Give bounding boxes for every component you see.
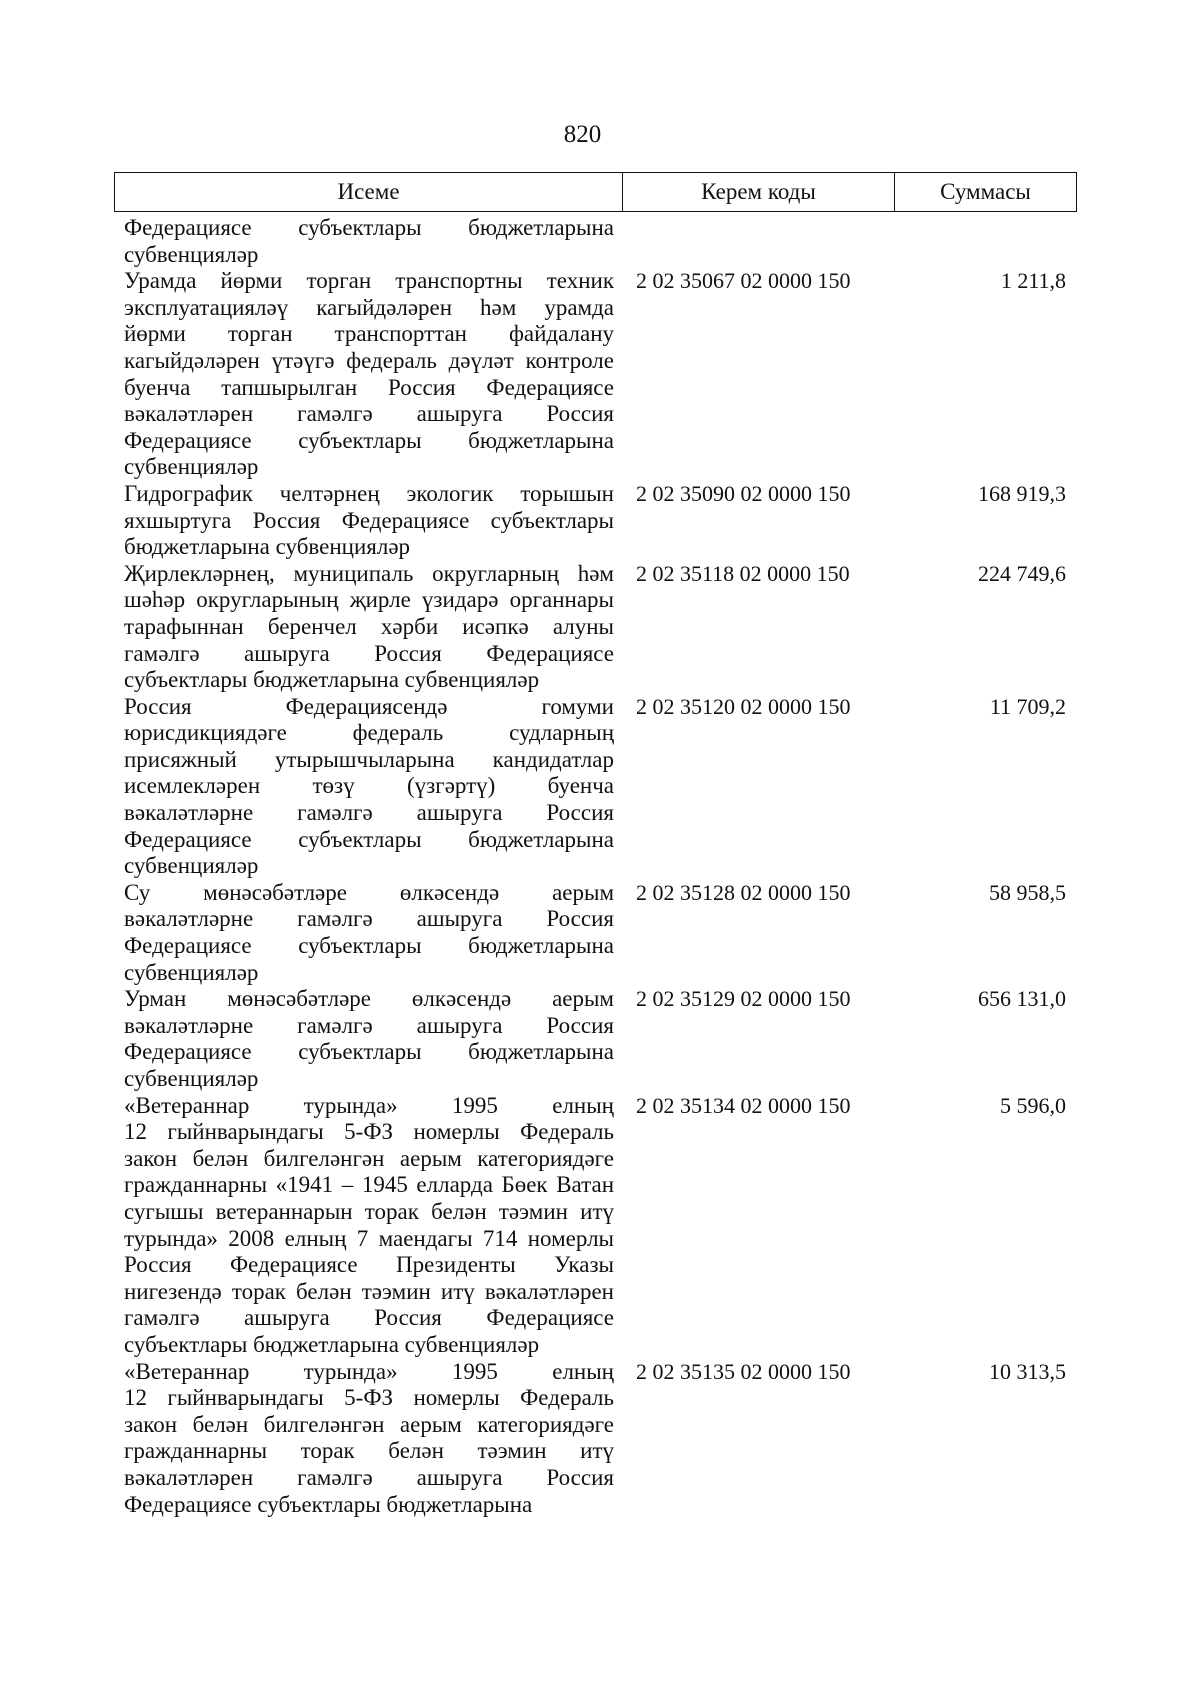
- row-name-line: субвенцияләр: [124, 959, 259, 985]
- table-row: [124, 880, 1072, 986]
- row-name-line: йөрми торган транспорттан файдалану: [124, 321, 614, 347]
- table-header: [114, 172, 1077, 212]
- header-sum: Суммасы: [940, 179, 1031, 204]
- row-name: [124, 880, 614, 986]
- row-name-line: яхшыртуга Россия Федерациясе субъектлары: [124, 507, 614, 533]
- row-sum: 224 749,6: [978, 560, 1066, 586]
- row-name: [124, 986, 614, 1092]
- row-name-line: Россия Федерациясендә гомуми: [124, 693, 614, 719]
- row-name: [124, 1093, 614, 1359]
- row-name-line: вәкаләтләрне гамәлгә ашыруга Россия: [124, 800, 614, 826]
- row-name-line: присяжный утырышчыларына кандидатлар: [124, 746, 614, 772]
- page-number: 820: [563, 121, 602, 148]
- row-name-line: субвенцияләр: [124, 454, 259, 480]
- header-code: Керем коды: [623, 173, 895, 211]
- row-name-line: гамәлгә ашыруга Россия Федерациясе: [124, 640, 614, 666]
- row-name-line: нигезендә торак белән тәэмин итү вәкаләтләрен: [124, 1278, 614, 1304]
- row-name-line: вәкаләтләрне гамәлгә ашыруга Россия: [124, 906, 614, 932]
- row-sum: [896, 215, 1072, 268]
- row-code: 2 02 35128 02 0000 150: [636, 879, 851, 905]
- row-name-line: Җирлекләрнең, муниципаль округларның һәм: [124, 560, 614, 586]
- row-name-line: Гидрографик челтәрнең экологик торышын: [124, 480, 614, 506]
- row-name-line: закон белән билгеләнгән аерым категориядәге: [124, 1411, 614, 1437]
- table-row: [124, 1359, 1072, 1519]
- row-name-line: буенча тапшырылган Россия Федерациясе: [124, 374, 614, 400]
- row-name-line: кагыйдәләрен үтәүгә федераль дәүләт контроле: [124, 347, 614, 373]
- row-name-line: Урамда йөрми торган транспортны техник: [124, 268, 614, 294]
- row-code: 2 02 35067 02 0000 150: [636, 268, 851, 294]
- row-sum: 5 596,0: [1000, 1092, 1066, 1118]
- row-name-line: турында» 2008 елның 7 маендагы 714 номерлы: [124, 1225, 614, 1251]
- row-name: [124, 694, 614, 880]
- row-code: 2 02 35120 02 0000 150: [636, 693, 851, 719]
- row-name-line: вәкаләтләрен гамәлгә ашыруга Россия: [124, 401, 614, 427]
- table-row: [124, 481, 1072, 561]
- row-name-line: субъектлары бюджетларына субвенцияләр: [124, 667, 540, 693]
- row-sum: 168 919,3: [978, 480, 1066, 506]
- row-name-line: исемлекләрен төзү (үзгәртү) буенча: [124, 773, 614, 799]
- row-name-line: «Ветераннар турында» 1995 елның: [124, 1092, 614, 1118]
- row-name-line: 12 гыйнварындагы 5-ФЗ номерлы Федераль: [124, 1119, 614, 1145]
- row-name-line: бюджетларына субвенцияләр: [124, 534, 411, 560]
- row-name-line: закон белән билгеләнгән аерым категориядәге: [124, 1145, 614, 1171]
- row-name-line: вәкаләтләрне гамәлгә ашыруга Россия: [124, 1012, 614, 1038]
- row-name-line: сугышы ветераннарын торак белән тәэмин итү: [124, 1198, 614, 1224]
- table-row: [124, 986, 1072, 1092]
- row-code: 2 02 35118 02 0000 150: [636, 560, 850, 586]
- row-name-line: «Ветераннар турында» 1995 елның: [124, 1358, 614, 1384]
- row-name-line: шәһәр округларының җирле үзидарә органнары: [124, 587, 614, 613]
- row-name-line: юрисдикциядәге федераль судларның: [124, 720, 614, 746]
- table-row: [124, 694, 1072, 880]
- row-name: [124, 215, 614, 268]
- row-sum: 656 131,0: [978, 986, 1066, 1012]
- row-sum: 1 211,8: [1000, 268, 1066, 294]
- row-name-line: тарафыннан беренчел хәрби исәпкә алуны: [124, 613, 614, 639]
- table-body: [124, 215, 1072, 1518]
- row-sum: 58 958,5: [989, 879, 1066, 905]
- row-name-line: субвенцияләр: [124, 241, 259, 267]
- row-name: [124, 268, 614, 481]
- row-name: [124, 561, 614, 694]
- row-code: 2 02 35135 02 0000 150: [636, 1358, 851, 1384]
- table-row: [124, 215, 1072, 268]
- table-row: [124, 561, 1072, 694]
- row-code: [614, 215, 896, 268]
- row-sum: 11 709,2: [989, 693, 1066, 719]
- table-row: [124, 1093, 1072, 1359]
- row-code: 2 02 35134 02 0000 150: [636, 1092, 851, 1118]
- row-name-line: Федерациясе субъектлары бюджетларына: [124, 215, 614, 240]
- row-name-line: Федерациясе субъектлары бюджетларына: [124, 933, 614, 959]
- row-name-line: Федерациясе субъектлары бюджетларына: [124, 1039, 614, 1065]
- row-name-line: 12 гыйнварындагы 5-ФЗ номерлы Федераль: [124, 1385, 614, 1411]
- row-sum: 10 313,5: [989, 1358, 1066, 1384]
- row-name-line: Урман мөнәсәбәтләре өлкәсендә аерым: [124, 986, 614, 1012]
- row-name-line: гражданнарны торак белән тәэмин итү: [124, 1438, 614, 1464]
- row-name-line: Россия Федерациясе Президенты Указы: [124, 1252, 614, 1278]
- row-name-line: гамәлгә ашыруга Россия Федерациясе: [124, 1305, 614, 1331]
- row-name-line: гражданнарны «1941 – 1945 елларда Бөек Ватан: [124, 1172, 614, 1198]
- row-name-line: Федерациясе субъектлары бюджетларына: [124, 427, 614, 453]
- row-name-line: вәкаләтләрен гамәлгә ашыруга Россия: [124, 1464, 614, 1490]
- row-code: 2 02 35129 02 0000 150: [636, 986, 851, 1012]
- table-row: [124, 268, 1072, 481]
- row-name: [124, 1359, 614, 1519]
- row-name-line: субъектлары бюджетларына субвенцияләр: [124, 1331, 540, 1357]
- row-name-line: Федерациясе субъектлары бюджетларына: [124, 826, 614, 852]
- row-name-line: эксплуатацияләү кагыйдәләрен һәм урамда: [124, 294, 614, 320]
- row-name-line: субвенцияләр: [124, 853, 259, 879]
- row-name-line: субвенцияләр: [124, 1066, 259, 1091]
- header-name: Исеме: [115, 173, 623, 211]
- row-name: [124, 481, 614, 561]
- row-name-line: Федерациясе субъектлары бюджетларына: [124, 1491, 533, 1517]
- row-name-line: Су мөнәсәбәтләре өлкәсендә аерым: [124, 879, 614, 905]
- row-code: 2 02 35090 02 0000 150: [636, 480, 851, 506]
